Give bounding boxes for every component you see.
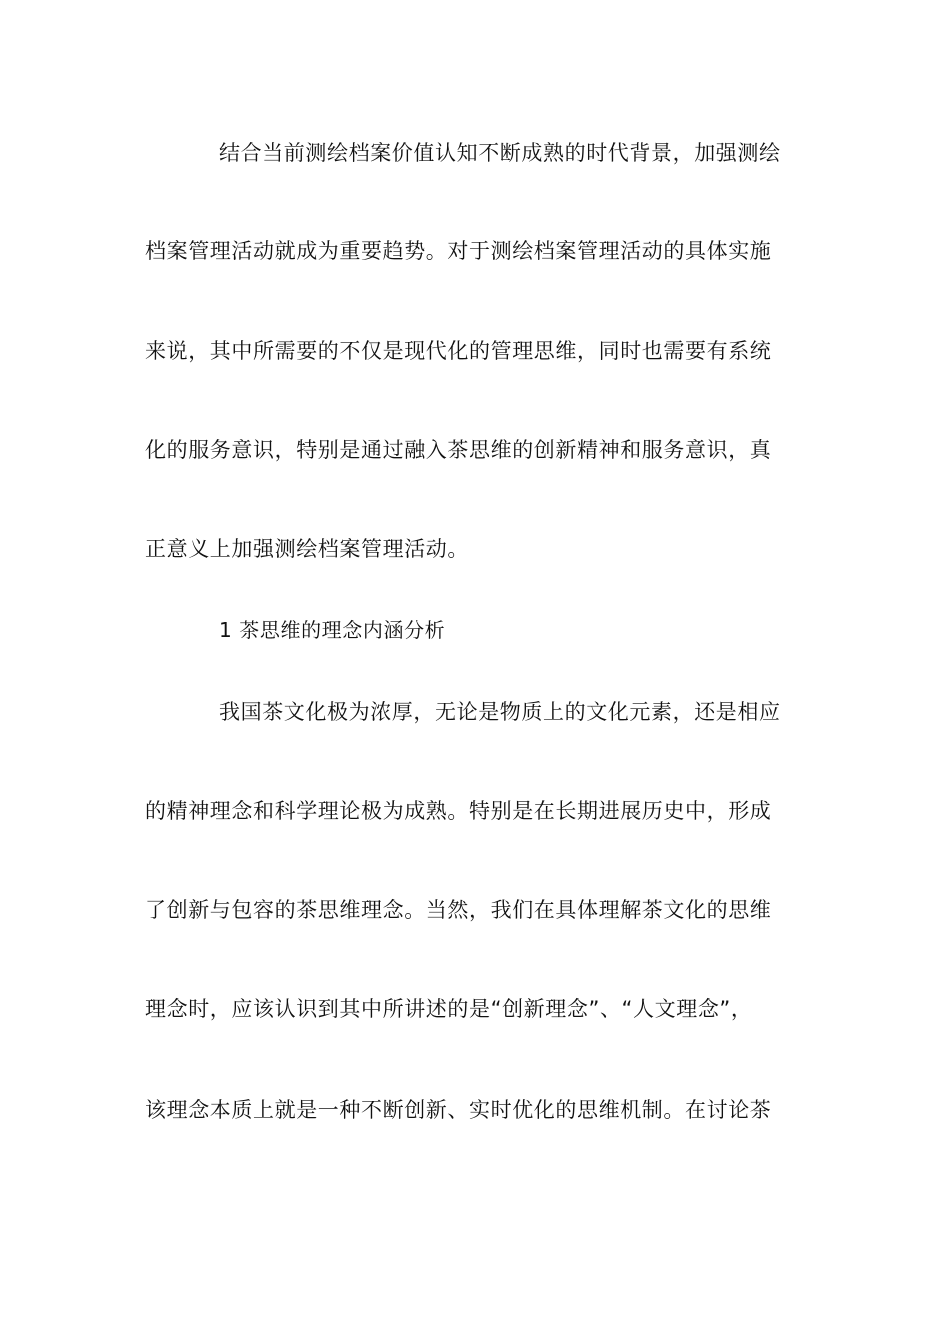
paragraph-2-line-5: 该理念本质上就是一种不断创新、实时优化的思维机制。在讨论茶 (145, 1098, 772, 1122)
paragraph-2-line-1: 我国茶文化极为浓厚，无论是物质上的文化元素，还是相应 (219, 700, 781, 724)
paragraph-1-line-4: 化的服务意识，特别是通过融入茶思维的创新精神和服务意识，真 (145, 438, 772, 462)
paragraph-1-line-3: 来说，其中所需要的不仅是现代化的管理思维，同时也需要有系统 (145, 339, 772, 363)
paragraph-2-line-4: 理念时，应该认识到其中所讲述的是“创新理念”、“人文理念”， (145, 997, 753, 1021)
paragraph-1-line-5: 正意义上加强测绘档案管理活动。 (145, 537, 469, 561)
paragraph-2-line-3: 了创新与包容的茶思维理念。当然，我们在具体理解茶文化的思维 (145, 898, 772, 922)
paragraph-1-line-1: 结合当前测绘档案价值认知不断成熟的时代背景，加强测绘 (219, 141, 781, 165)
paragraph-1-line-2: 档案管理活动就成为重要趋势。对于测绘档案管理活动的具体实施 (145, 239, 772, 263)
paragraph-2-line-2: 的精神理念和科学理论极为成熟。特别是在长期进展历史中，形成 (145, 799, 772, 823)
section-heading: 1 茶思维的理念内涵分析 (219, 618, 446, 642)
